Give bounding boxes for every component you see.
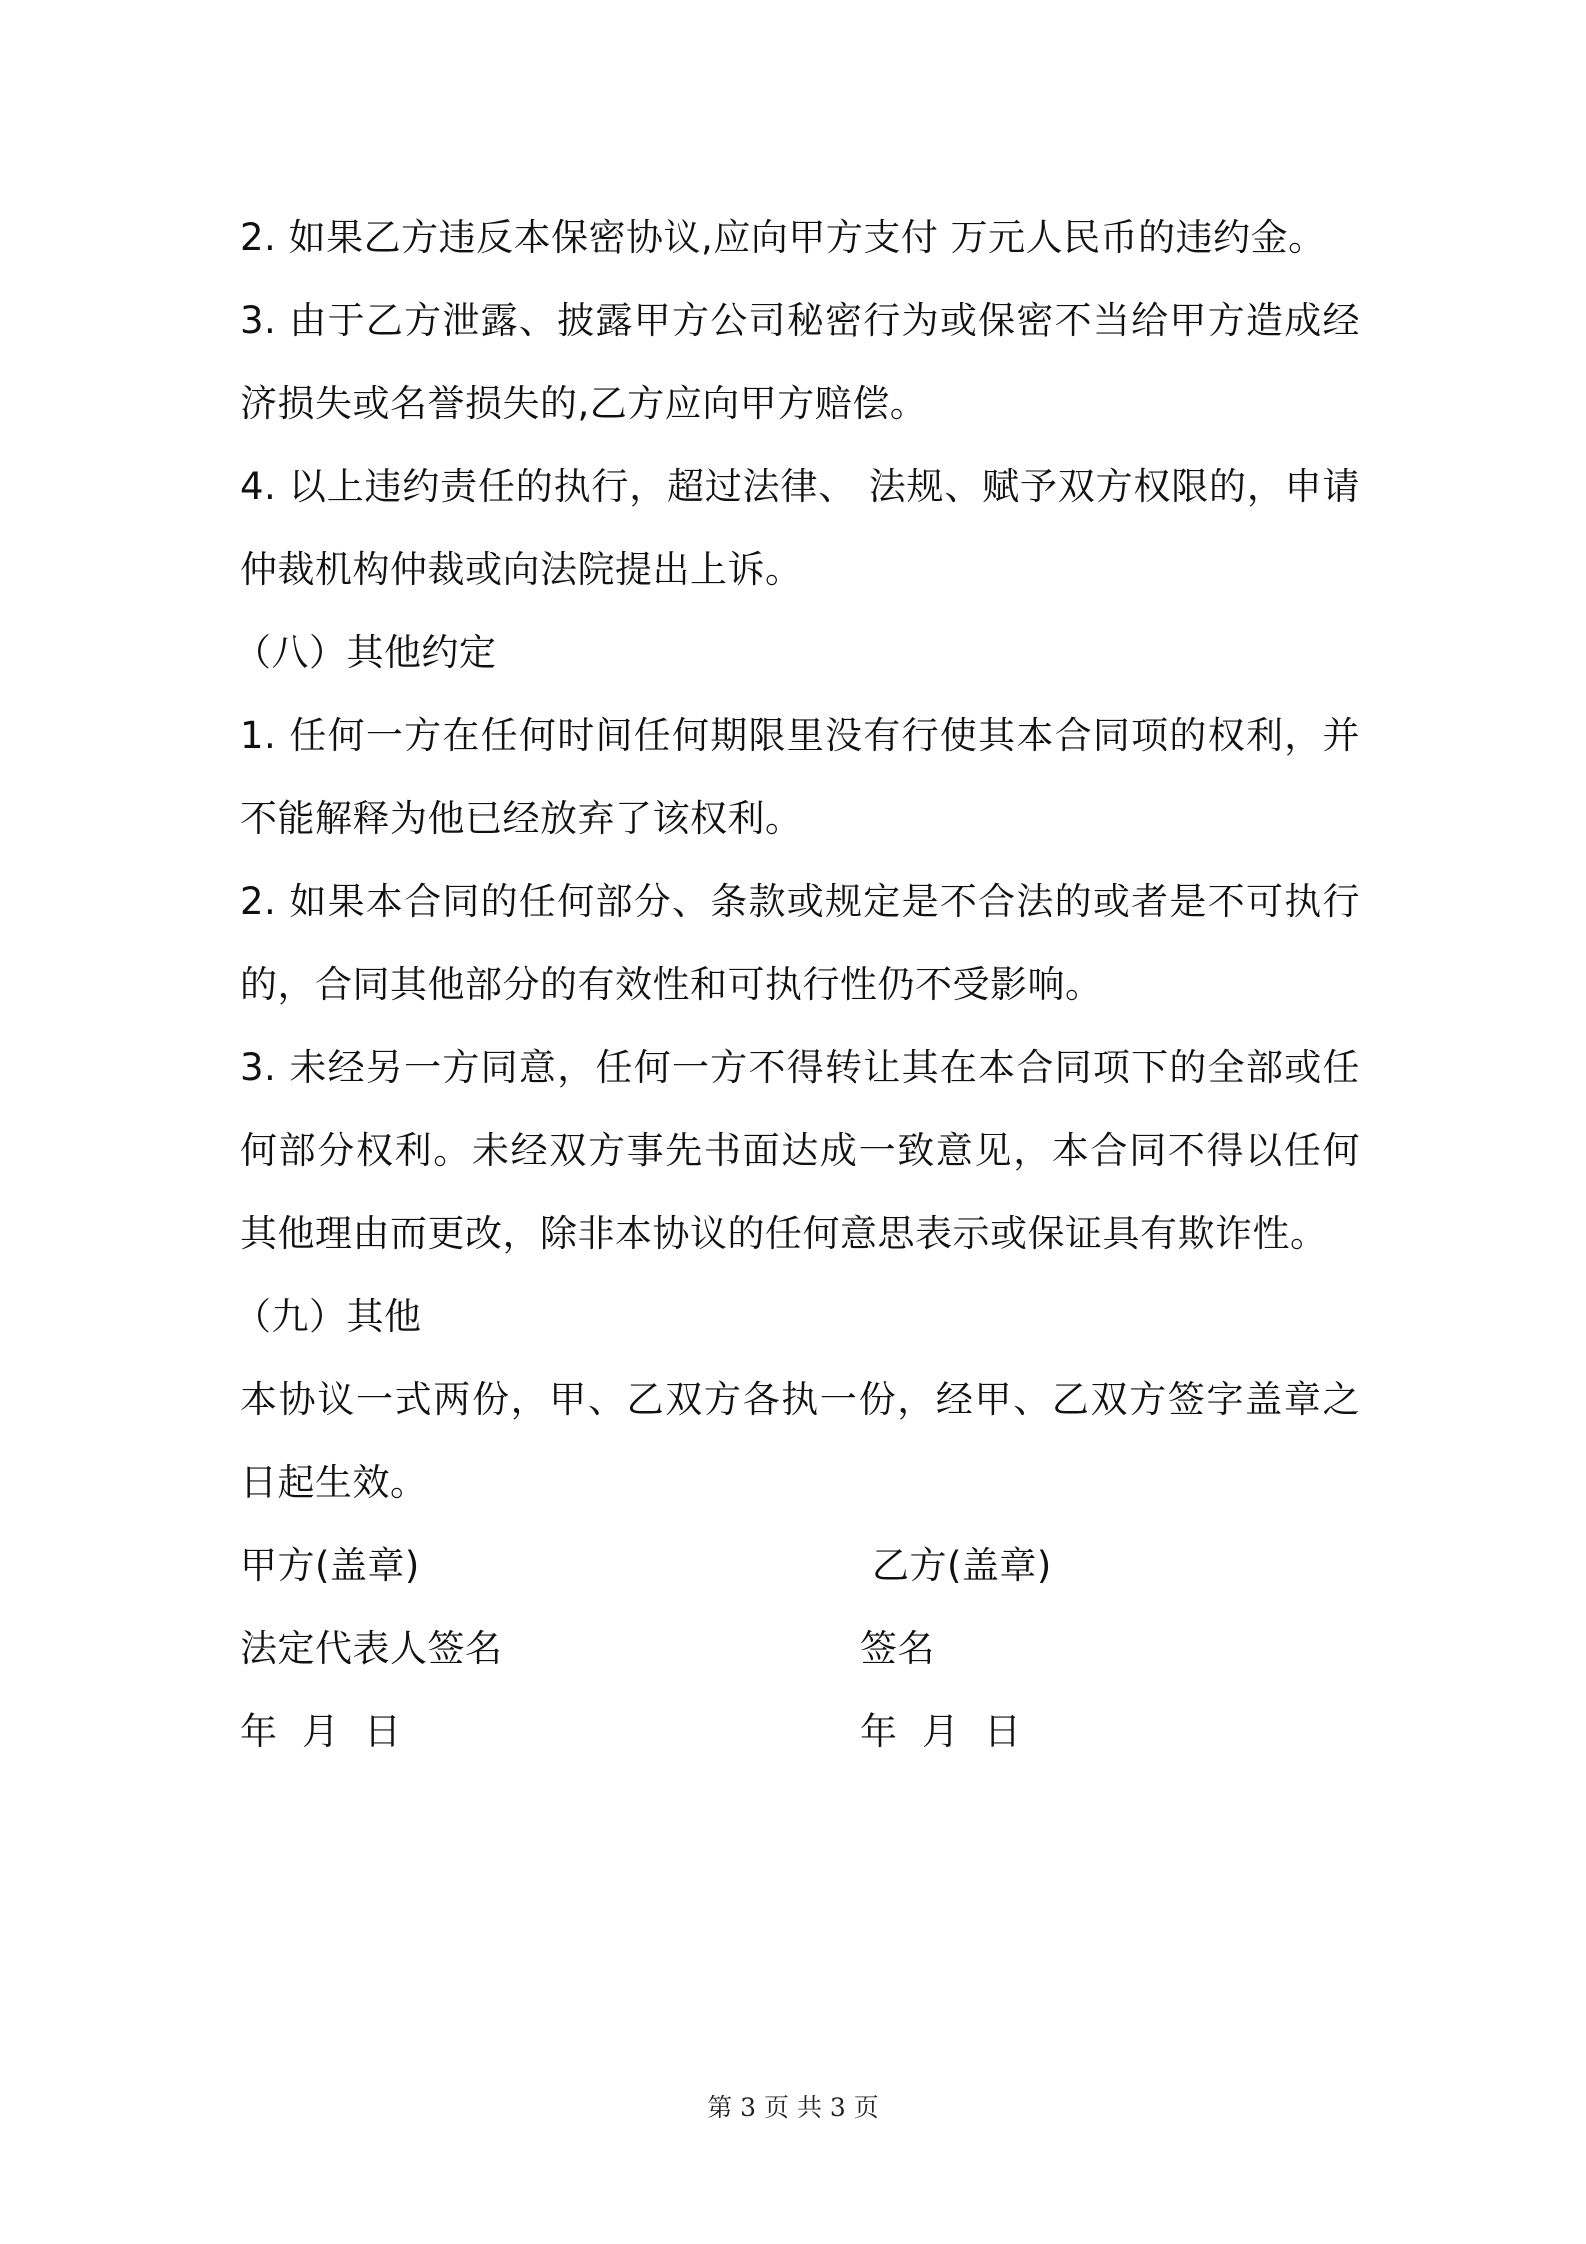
clause-copies-effective: 本协议一式两份，甲、乙双方各执一份，经甲、乙双方签字盖章之日起生效。 xyxy=(240,1378,1360,1504)
section-heading-other: （九）其他 xyxy=(234,1295,422,1338)
party-a-sign-label: 法定代表人签名 xyxy=(240,1627,503,1670)
clause-severability: 2. 如果本合同的任何部分、条款或规定是不合法的或者是不可执行的，合同其他部分的有效性和可执行性仍不受影响。 xyxy=(240,880,1360,1006)
clause-compensation: 3. 由于乙方泄露、披露甲方公司秘密行为或保密不当给甲方造成经济损失或名誉损失的,乙方应向甲方赔偿。 xyxy=(240,299,1360,425)
party-b-sign-label: 签名 xyxy=(860,1627,935,1670)
clause-penalty: 2. 如果乙方违反本保密协议,应向甲方支付 万元人民币的违约金。 xyxy=(240,216,1326,259)
signature-row-seal xyxy=(240,1524,1360,1607)
party-b-seal-label: 乙方(盖章) xyxy=(872,1544,1052,1587)
page-number-footer: 第 3 页 共 3 页 xyxy=(707,2093,879,2122)
signature-row-date xyxy=(240,1690,1360,1773)
section-heading-other-agreements: （八）其他约定 xyxy=(234,631,497,674)
party-a-date-label: 年 月 日 xyxy=(240,1710,402,1753)
party-a-seal-label: 甲方(盖章) xyxy=(240,1544,420,1587)
document-body xyxy=(234,196,1360,1773)
party-b-date-label: 年 月 日 xyxy=(860,1710,1022,1753)
clause-arbitration: 4. 以上违约责任的执行，超过法律、 法规、赋予双方权限的，申请仲裁机构仲裁或向法院提出上诉。 xyxy=(240,465,1360,591)
clause-waiver: 1. 任何一方在任何时间任何期限里没有行使其本合同项的权利，并不能解释为他已经放弃了该权利。 xyxy=(240,714,1360,840)
clause-assignment: 3. 未经另一方同意，任何一方不得转让其在本合同项下的全部或任何部分权利。未经双方事先书面达成一致意见，本合同不得以任何其他理由而更改，除非本协议的任何意思表示或保证具有欺诈性。 xyxy=(240,1046,1360,1255)
signature-row-sign xyxy=(240,1607,1360,1690)
